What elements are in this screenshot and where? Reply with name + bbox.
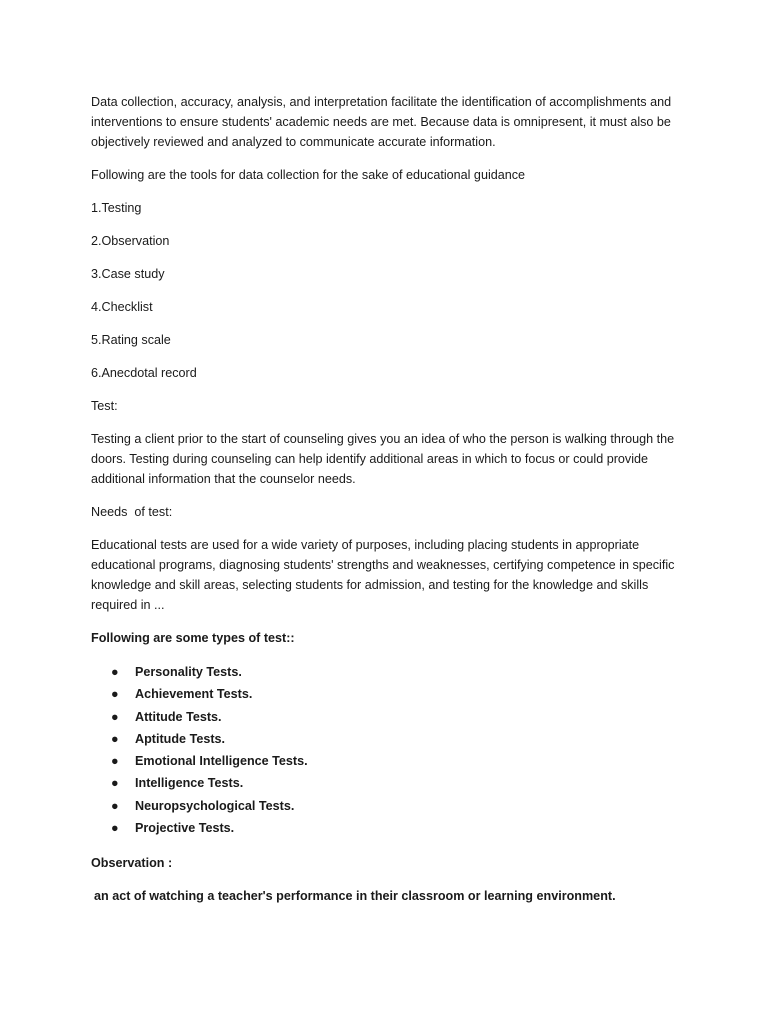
list-item-label: Emotional Intelligence Tests. <box>135 754 308 769</box>
list-item <box>91 728 691 750</box>
list-item-label: Projective Tests. <box>135 821 235 836</box>
list-item <box>91 795 691 817</box>
list-item-label: Intelligence Tests. <box>135 776 244 791</box>
tool-item: 4.Checklist <box>91 300 153 314</box>
bullet-icon: ● <box>111 709 119 724</box>
observation-heading: Observation : <box>91 856 173 871</box>
list-item-label: Neuropsychological Tests. <box>135 798 295 813</box>
list-item <box>91 750 691 772</box>
document-body <box>91 92 691 919</box>
tool-item: 5.Rating scale <box>91 333 171 347</box>
tool-item: 2.Observation <box>91 234 170 248</box>
tools-intro: Following are the tools for data collection for the sake of educational guidance <box>91 168 526 182</box>
test-paragraph: Testing a client prior to the start of counseling gives you an idea of who the person is walking through the doors. Testing during counseling can help identify additional areas in which to focus or could provide additional information that the counselor needs. <box>91 432 675 486</box>
types-heading: Following are some types of test:: <box>91 631 295 645</box>
needs-paragraph: Educational tests are used for a wide variety of purposes, including placing students in appropriate educational programs, diagnosing students' strengths and weaknesses, certifying competence in specific knowledge and skill areas, selecting students for admission, and testing for the knowledge and skills required in ... <box>91 538 675 612</box>
list-item <box>91 661 691 683</box>
tool-item: 3.Case study <box>91 267 165 281</box>
types-list <box>91 661 691 839</box>
needs-heading: Needs of test: <box>91 505 173 519</box>
list-item-label: Personality Tests. <box>135 665 242 679</box>
bullet-icon: ● <box>111 731 119 746</box>
bullet-icon: ● <box>111 754 119 769</box>
bullet-icon: ● <box>111 687 119 702</box>
tool-item: 1.Testing <box>91 201 142 215</box>
list-item-label: Achievement Tests. <box>135 687 253 702</box>
list-item-label: Attitude Tests. <box>135 709 222 724</box>
list-item <box>91 772 691 794</box>
intro-paragraph: Data collection, accuracy, analysis, and interpretation facilitate the identification of accomplishments and interventions to ensure students' academic needs are met. Because data is omnipresent, it must also be objectively reviewed and analyzed to communicate accurate information. <box>91 95 672 149</box>
list-item <box>91 817 691 839</box>
tool-item: 6.Anecdotal record <box>91 366 197 380</box>
observation-paragraph: an act of watching a teacher's performance in their classroom or learning environment. <box>94 889 616 904</box>
bullet-icon: ● <box>111 665 119 679</box>
bullet-icon: ● <box>111 776 119 791</box>
list-item <box>91 706 691 728</box>
list-item <box>91 683 691 705</box>
test-heading: Test: <box>91 399 118 413</box>
bullet-icon: ● <box>111 821 119 836</box>
list-item-label: Aptitude Tests. <box>135 731 226 746</box>
bullet-icon: ● <box>111 798 119 813</box>
